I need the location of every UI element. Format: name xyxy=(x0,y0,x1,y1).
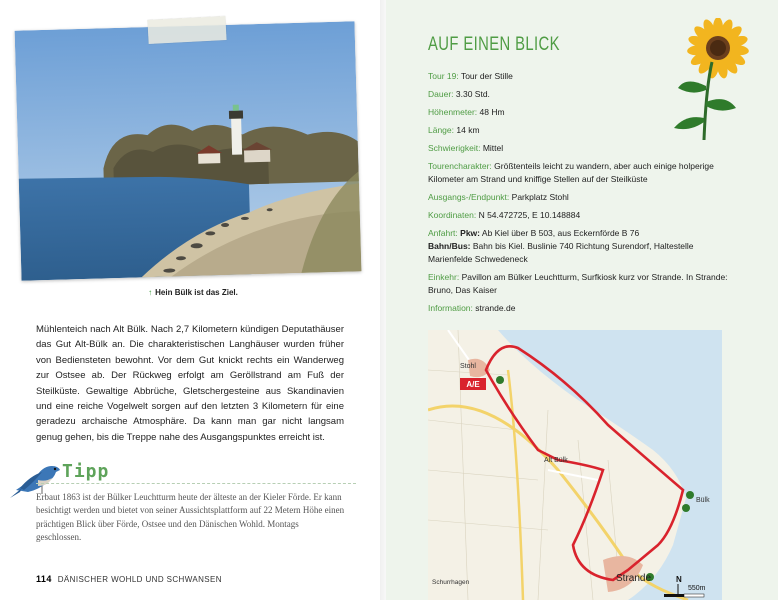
fact-key: Ausgangs-/Endpunkt: xyxy=(428,192,510,202)
fact-subkey: Bahn/Bus: xyxy=(428,241,471,251)
route-map xyxy=(428,330,722,600)
left-page xyxy=(0,0,386,600)
map-label-strande: Strande xyxy=(616,573,652,584)
fact-value: 14 km xyxy=(456,125,480,135)
fact-key: Länge: xyxy=(428,125,454,135)
fact-value: strande.de xyxy=(475,303,516,313)
fact-value: Parkplatz Stohl xyxy=(511,192,569,202)
facts-list xyxy=(428,70,738,320)
map-label-alt-bulk: Alt Bülk xyxy=(544,457,568,464)
fact-subkey: Pkw: xyxy=(460,228,480,238)
north-arrow-icon: N xyxy=(676,575,682,584)
fact-tour xyxy=(428,70,738,83)
fact-ausgangspunkt xyxy=(428,191,738,204)
map-scale-label: 550m xyxy=(688,585,706,592)
fact-value: N 54.472725, E 10.148884 xyxy=(478,210,581,220)
lighthouse-photo xyxy=(15,21,362,280)
tipp-title: Tipp xyxy=(62,461,110,482)
fact-einkehr xyxy=(428,271,738,297)
arrow-up-icon: ↑ xyxy=(148,288,153,297)
fact-value: Bahn bis Kiel. Buslinie 740 Richtung Surendorf, Haltestelle Marienfelde Schwedeneck xyxy=(428,241,694,264)
fact-laenge xyxy=(428,124,738,137)
page-footer xyxy=(36,574,222,584)
photo-caption xyxy=(0,288,386,297)
page-number: 114 xyxy=(36,574,52,584)
fact-value: 48 Hm xyxy=(479,107,505,117)
fact-value: 3.30 Std. xyxy=(455,89,490,99)
tipp-divider xyxy=(36,483,356,484)
fact-tourencharakter xyxy=(428,160,738,186)
body-text: Mühlenteich nach Alt Bülk. Nach 2,7 Kilometern kündigen Deputathäuser das Gut Alt-Bülk an. Die charakteristischen Langhäuser wurden früher von Bediensteten bewohnt. Vor dem Gut knickt rechts ein Wanderweg zur Ostsee ab. Der Rückweg erfolgt am Geröllstrand am Fuß der Steilküste. Gewaltige Abbrüche, Gletschergesteine aus Skandinavien und eine reiche Vogelwelt sorgen auf den letzten 3 Kilometern für eine geradezu archaische Atmosphäre. Da kann man gar nicht langsam genug gehen, bis die Treppe nahe des Ausgangspunktes erreicht ist. xyxy=(36,324,344,443)
map-label-bulk: Bülk xyxy=(696,497,710,504)
fact-key: Höhenmeter: xyxy=(428,107,478,117)
tipp-text: Erbaut 1863 ist der Bülker Leuchtturm heute der älteste an der Kieler Förde. Er kann besichtigt werden und bietet von seiner Aussichtsplattform auf 22 Metern Höhe einen prächtigen Blick über Förde, Ostsee und den Dänischen Wohld. Montags geschlossen. xyxy=(36,492,345,543)
fact-koordinaten xyxy=(428,209,738,222)
map-label-schurrhagen: Schurrhagen xyxy=(432,579,470,586)
fact-key: Schwierigkeit: xyxy=(428,143,481,153)
fact-value: Ab Kiel über B 503, aus Eckernförde B 76 xyxy=(481,228,640,238)
chapter-title: DÄNISCHER WOHLD UND SCHWANSEN xyxy=(57,575,222,584)
fact-value: Größtenteils leicht zu wandern, aber auch einige holperige Kilometer am Strand und kniffige Stellen auf der Steilküste xyxy=(428,161,714,184)
section-title: AUF EINEN BLICK xyxy=(428,34,560,55)
fact-key: Koordinaten: xyxy=(428,210,477,220)
fact-value: Mittel xyxy=(482,143,504,153)
fact-key: Tourencharakter: xyxy=(428,161,492,171)
fact-information xyxy=(428,302,738,315)
fact-key: Information: xyxy=(428,303,473,313)
caption-text: Hein Bülk ist das Ziel. xyxy=(155,288,238,297)
tape-strip xyxy=(147,16,226,44)
fact-anfahrt xyxy=(428,227,738,266)
fact-key: Anfahrt: xyxy=(428,228,458,238)
fact-key: Tour 19: xyxy=(428,71,459,81)
fact-key: Dauer: xyxy=(428,89,454,99)
fact-value: Pavillon am Bülker Leuchtturm, Surfkiosk kurz vor Strande. In Strande: Bruno, Das Kaiser xyxy=(428,272,728,295)
fact-dauer xyxy=(428,88,738,101)
fact-key: Einkehr: xyxy=(428,272,460,282)
map-start-label: A/E xyxy=(466,380,480,389)
right-page xyxy=(386,0,778,600)
fact-schwierigkeit xyxy=(428,142,738,155)
fact-hoehenmeter xyxy=(428,106,738,119)
map-label-stohl: Stohl xyxy=(460,363,476,370)
fact-value: Tour der Stille xyxy=(460,71,513,81)
